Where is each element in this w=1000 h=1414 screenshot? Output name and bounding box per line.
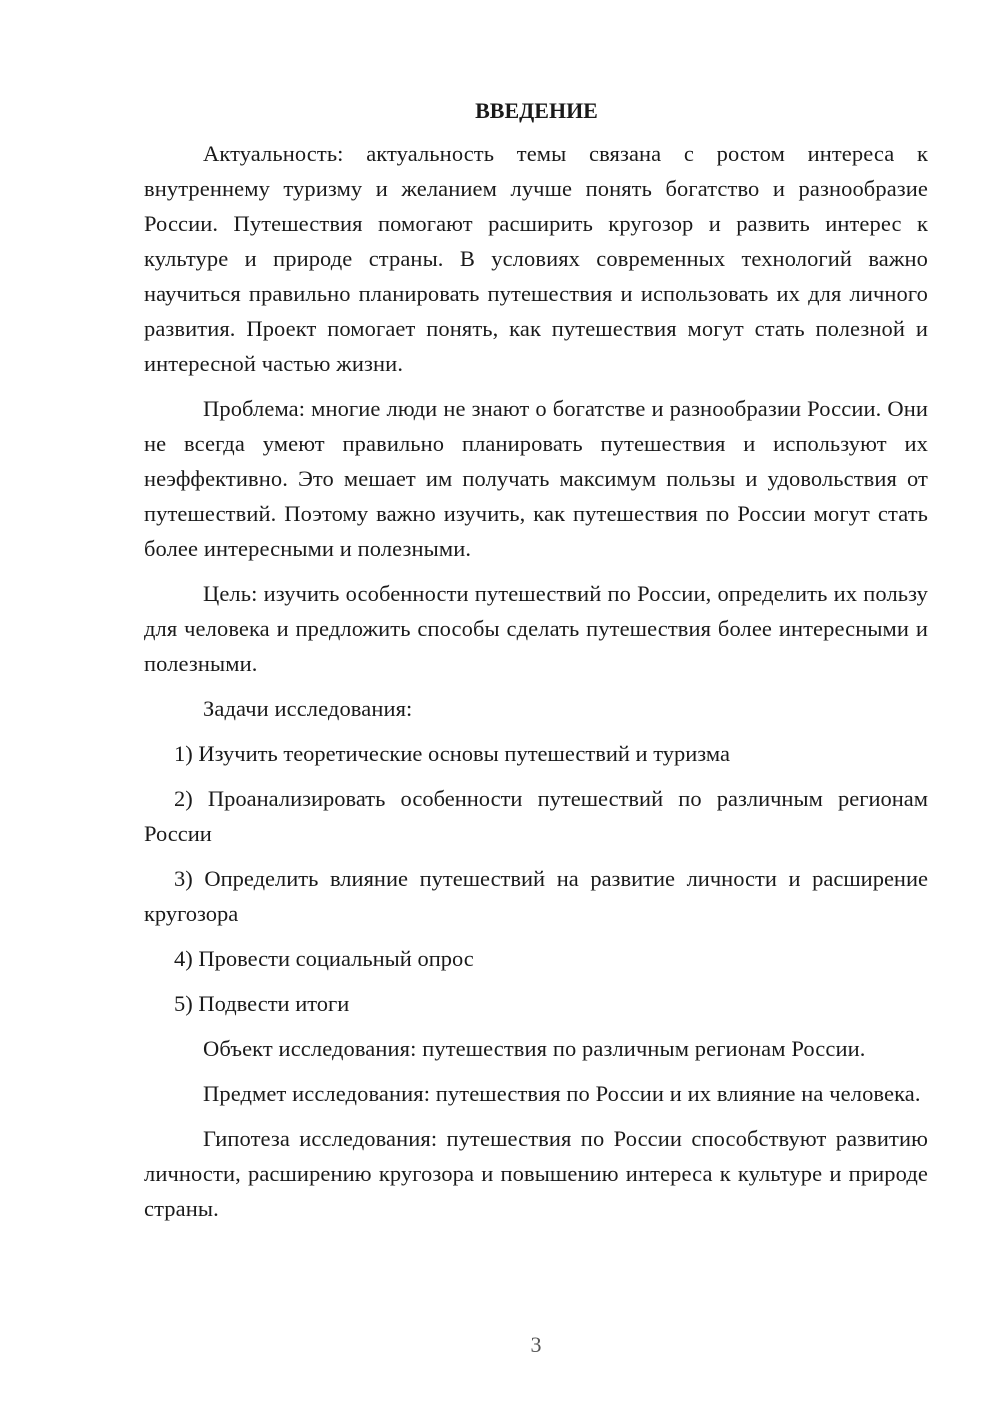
task-item-3: 3) Определить влияние путешествий на развитие личности и расширение кругозора <box>144 866 928 926</box>
task-item-5: 5) Подвести итоги <box>174 991 350 1016</box>
task-item-2: 2) Проанализировать особенности путешествий по различным регионам России <box>144 786 928 846</box>
hypothesis-paragraph: Гипотеза исследования: путешествия по России способствуют развитию личности, расширению кругозора и повышению интереса к культуре и природе страны. <box>144 1126 928 1221</box>
goal-paragraph: Цель: изучить особенности путешествий по России, определить их пользу для человека и предложить способы сделать путешествия более интересными и полезными. <box>144 581 928 676</box>
task-item-4: 4) Провести социальный опрос <box>174 946 474 971</box>
task-item-1: 1) Изучить теоретические основы путешествий и туризма <box>174 741 730 766</box>
subject-paragraph: Предмет исследования: путешествия по России и их влияние на человека. <box>203 1081 921 1106</box>
section-heading: ВВЕДЕНИЕ <box>475 98 598 123</box>
object-paragraph: Объект исследования: путешествия по различным регионам России. <box>203 1036 866 1061</box>
relevance-paragraph: Актуальность: актуальность темы связана с ростом интереса к внутреннему туризму и желанием лучше понять богатство и разнообразие России. Путешествия помогают расширить кругозор и развить интерес к культуре и природе страны. В условиях современных технологий важно научиться правильно планировать путешествия и использовать их для личного развития. Проект помогает понять, как путешествия могут стать полезной и интересной частью жизни. <box>144 141 928 376</box>
problem-paragraph: Проблема: многие люди не знают о богатстве и разнообразии России. Они не всегда умеют правильно планировать путешествия и используют их неэффективно. Это мешает им получать максимум пользы и удовольствия от путешествий. Поэтому важно изучить, как путешествия по России могут стать более интересными и полезными. <box>144 396 928 561</box>
document-page <box>144 96 928 1236</box>
page-number: 3 <box>530 1332 542 1357</box>
tasks-heading: Задачи исследования: <box>203 696 413 721</box>
